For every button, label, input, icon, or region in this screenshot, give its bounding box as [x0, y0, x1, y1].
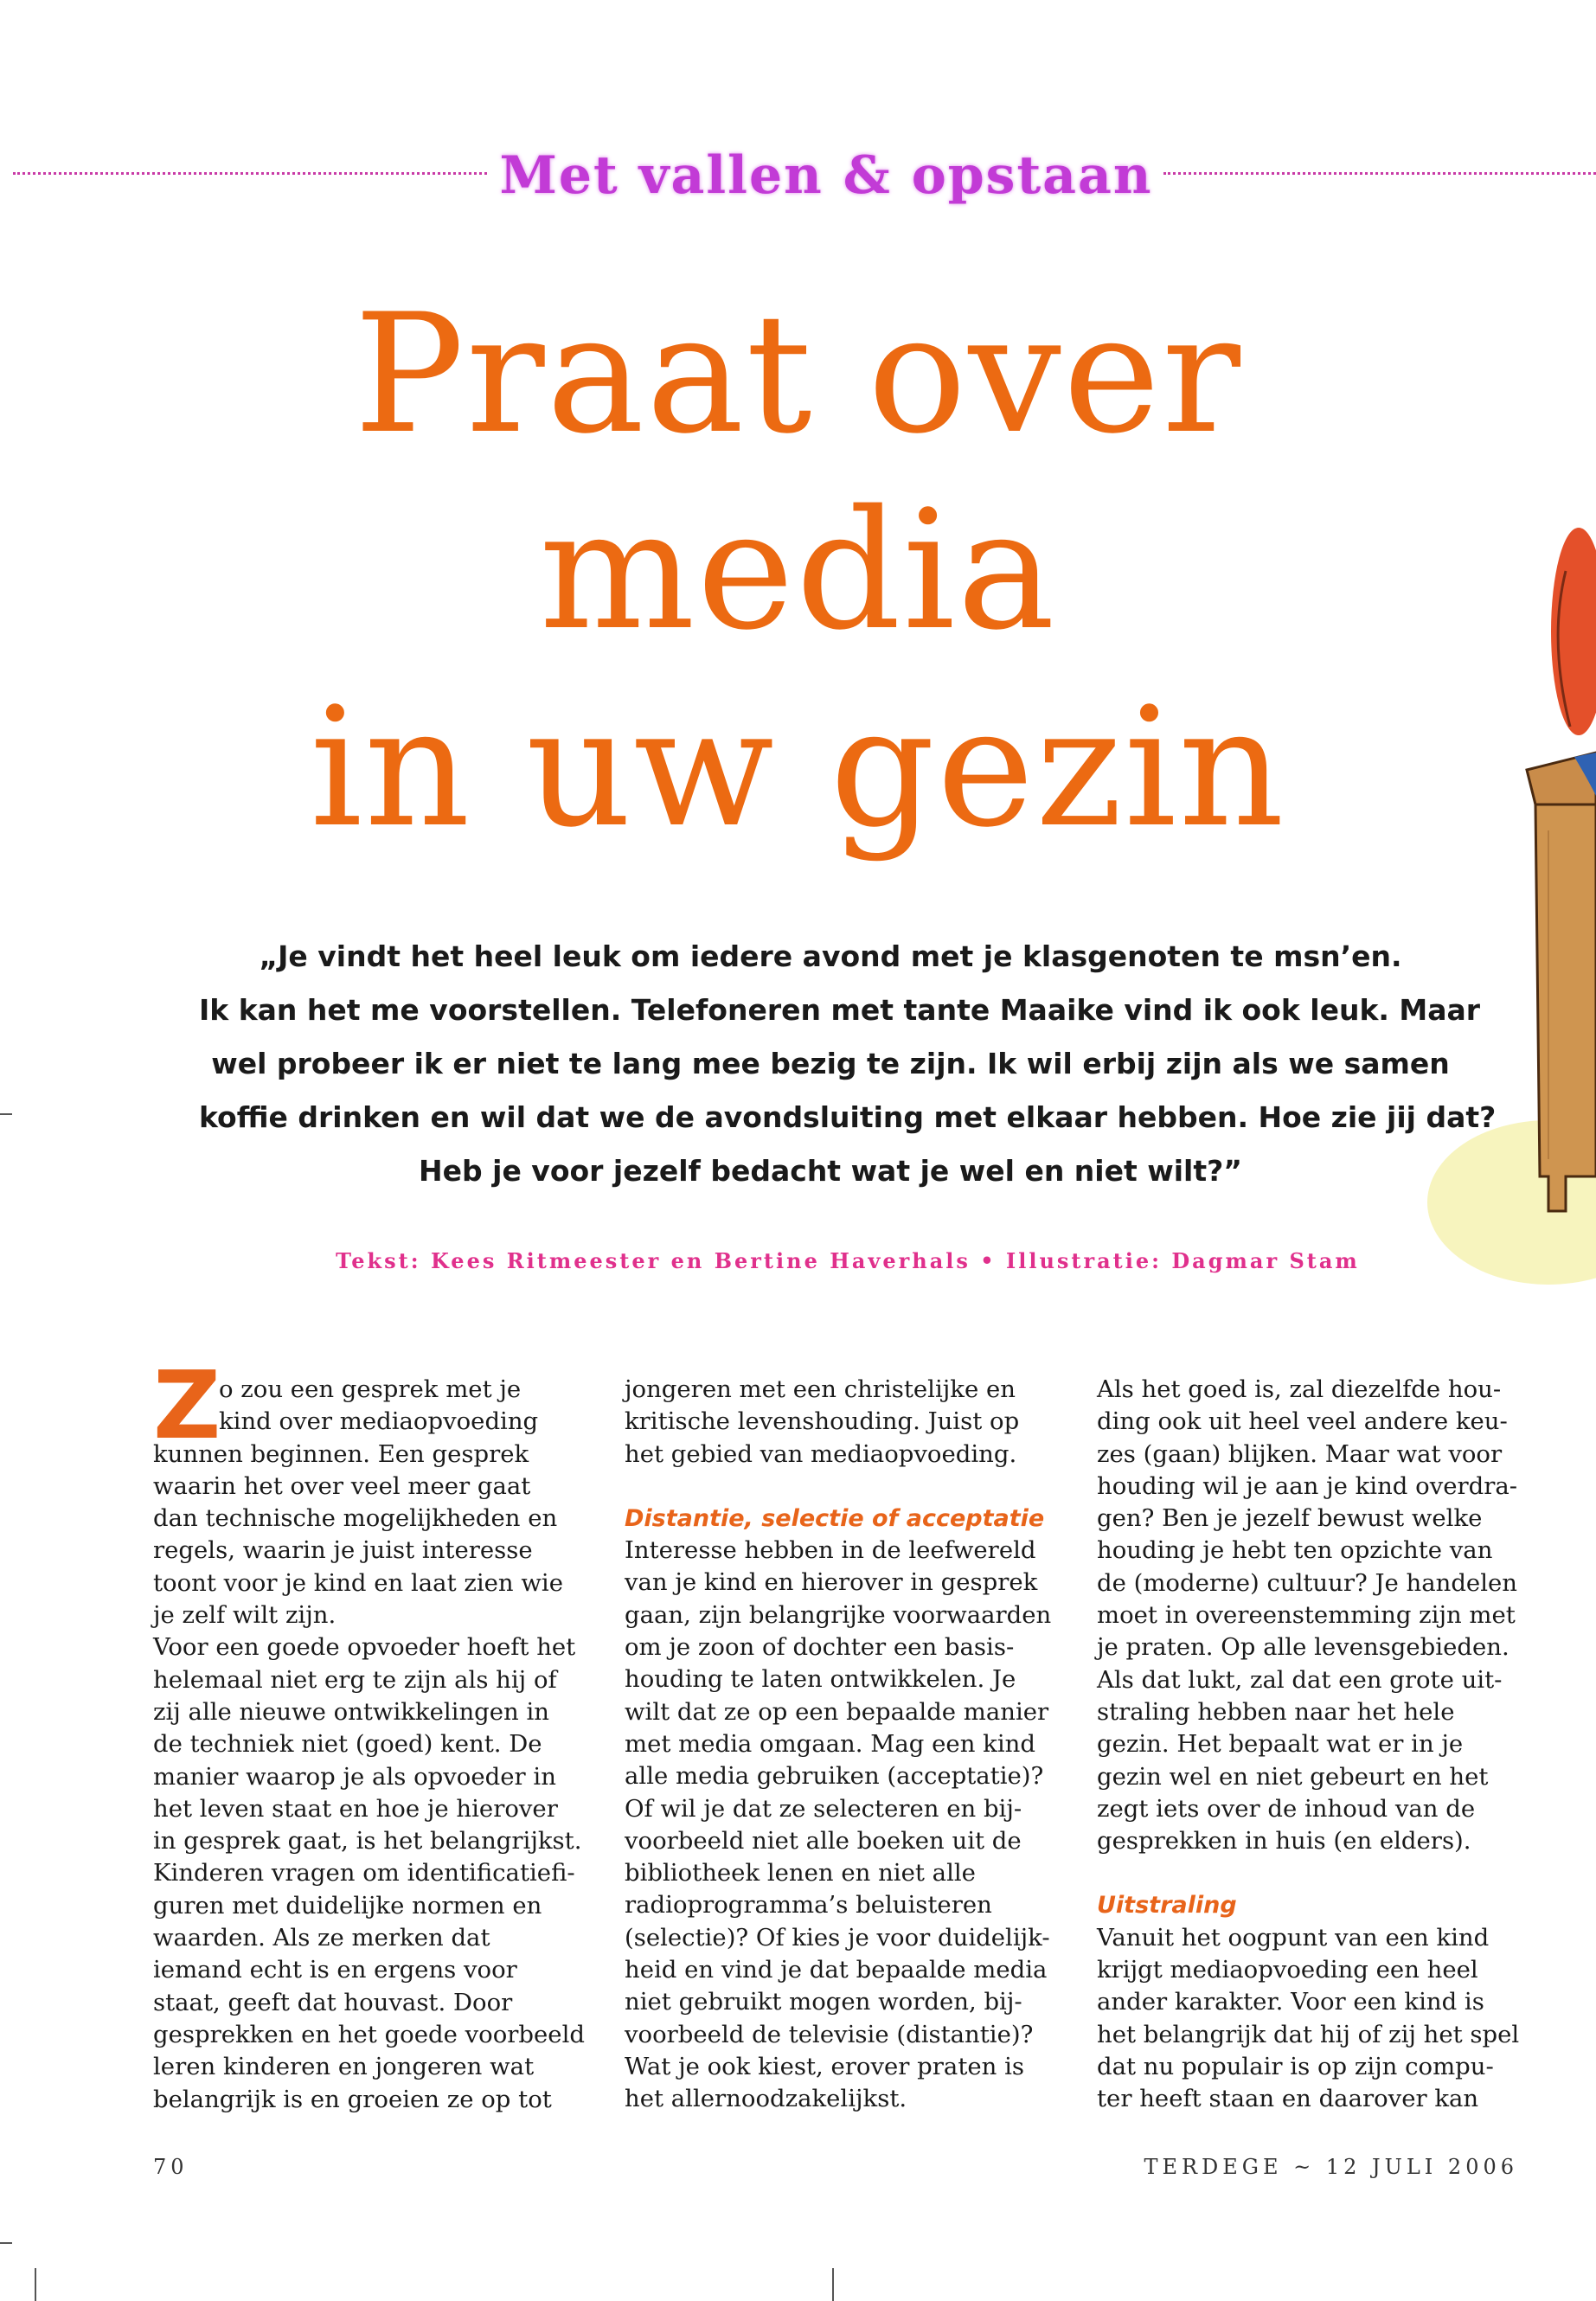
text-line: straling hebben naar het hele — [1097, 1697, 1455, 1726]
text-line: ander karakter. Voor een kind is — [1097, 1988, 1484, 2016]
text-line: houding te laten ontwikkelen. Je — [625, 1665, 1016, 1694]
text-line: bibliotheek lenen en niet alle — [625, 1859, 976, 1888]
intro-line: wel probeer ik er niet te lang mee bezig te zijn. Ik wil erbij zijn als we samen — [211, 1047, 1450, 1080]
headline-line-2: media — [539, 475, 1057, 666]
text-line: helemaal niet erg te zijn als hij of — [153, 1665, 557, 1694]
text-line: houding je hebt ten opzichte van — [1097, 1536, 1493, 1565]
text-line: kind over mediaopvoeding — [219, 1407, 539, 1436]
headline-line-3: in uw gezin — [310, 672, 1286, 863]
text-line: Vanuit het oogpunt van een kind — [1097, 1923, 1490, 1952]
text-line: gesprekken in huis (en elders). — [1097, 1827, 1471, 1856]
text-line: leren kinderen en jongeren wat — [153, 2053, 535, 2081]
text-line: radioprogramma’s beluisteren — [625, 1891, 992, 1920]
text-line: houding wil je aan je kind overdra- — [1097, 1471, 1518, 1500]
crop-mark — [0, 2242, 12, 2244]
crop-mark — [0, 1113, 12, 1115]
text-line: met media omgaan. Mag een kind — [625, 1729, 1035, 1758]
text-line: wilt dat ze op een bepaalde manier — [625, 1697, 1049, 1726]
text-line: het allernoodzakelijkst. — [625, 2085, 907, 2113]
text-line: gesprekken en het goede voorbeeld — [153, 2020, 585, 2048]
text-line: dat nu populair is op zijn compu- — [1097, 2052, 1494, 2080]
text-line: je praten. Op alle levensgebieden. — [1097, 1633, 1509, 1662]
text-line: dan technische mogelijkheden en — [153, 1504, 558, 1533]
text-line: om je zoon of dochter een basis- — [625, 1633, 1015, 1662]
crop-mark — [35, 2268, 36, 2301]
text-line: Interesse hebben in de leefwereld — [625, 1536, 1036, 1565]
text-line: zegt iets over de inhoud van de — [1097, 1794, 1476, 1823]
text-line: niet gebruikt mogen worden, bij- — [625, 1988, 1022, 2016]
text-line: alle media gebruiken (acceptatie)? — [625, 1762, 1044, 1791]
text-line: toont voor je kind en laat zien wie — [153, 1568, 563, 1597]
text-line: Wat je ook kiest, erover praten is — [625, 2052, 1025, 2080]
text-line: (selectie)? Of kies je voor duidelijk- — [625, 1923, 1050, 1952]
byline-credit: Tekst: Kees Ritmeester en Bertine Haverhals • Illustratie: Dagmar Stam — [336, 1248, 1360, 1273]
text-line: manier waarop je als opvoeder in — [153, 1762, 556, 1791]
text-line: zes (gaan) blijken. Maar wat voor — [1097, 1439, 1503, 1468]
kicker-rule-left — [13, 172, 487, 175]
text-line: ter heeft staan en daarover kan — [1097, 2085, 1479, 2113]
intro-quote — [199, 930, 1497, 1198]
text-line: Voor een goede opvoeder hoeft het — [153, 1633, 576, 1662]
text-line: gaan, zijn belangrijke voorwaarden — [625, 1600, 1052, 1629]
text-line: Kinderen vragen om identificatiefi- — [153, 1859, 575, 1888]
text-line: iemand echt is en ergens voor — [153, 1956, 517, 1984]
text-line: waarin het over veel meer gaat — [153, 1471, 531, 1500]
text-line: het belangrijk dat hij of zij het spel — [1097, 2020, 1520, 2048]
text-line: de (moderne) cultuur? Je handelen — [1097, 1568, 1517, 1597]
subheading-uitstraling: Uitstraling — [1097, 1892, 1237, 1920]
text-line: heid en vind je dat bepaalde media — [625, 1956, 1048, 1984]
text-line: voorbeeld niet alle boeken uit de — [625, 1826, 1022, 1855]
text-line: jongeren met een christelijke en — [625, 1375, 1016, 1403]
crop-mark — [832, 2268, 834, 2301]
text-line: het gebied van mediaopvoeding. — [625, 1439, 1017, 1468]
text-line: de techniek niet (goed) kent. De — [153, 1730, 542, 1759]
intro-line: Ik kan het me voorstellen. Telefoneren met tante Maaike vind ik ook leuk. Maar — [199, 993, 1481, 1027]
intro-line: koffie drinken en wil dat we de avondsluiting met elkaar hebben. Hoe zie jij dat? — [199, 1100, 1497, 1134]
page-number: 70 — [153, 2155, 189, 2179]
intro-line: Heb je voor jezelf bedacht wat je wel en niet wilt?” — [419, 1154, 1242, 1188]
text-line: krijgt mediaopvoeding een heel — [1097, 1956, 1478, 1984]
subheading-distantie: Distantie, selectie of acceptatie — [625, 1504, 1045, 1532]
text-line: belangrijk is en groeien ze op tot — [153, 2085, 552, 2113]
text-line: moet in overeenstemming zijn met — [1097, 1601, 1516, 1630]
text-line: Of wil je dat ze selecteren en bij- — [625, 1794, 1022, 1823]
text-line: voorbeeld de televisie (distantie)? — [625, 2020, 1034, 2048]
kicker-rule-right — [1163, 172, 1596, 175]
text-line: kunnen beginnen. Een gesprek — [153, 1439, 529, 1468]
text-column-1 — [153, 1374, 586, 2116]
text-line: gen? Ben je jezelf bewust welke — [1097, 1504, 1483, 1533]
text-line: je zelf wilt zijn. — [153, 1601, 337, 1630]
text-line: het leven staat en hoe je hierover — [153, 1794, 558, 1823]
intro-line: „Je vindt het heel leuk om iedere avond met je klasgenoten te msn’en. — [259, 939, 1402, 973]
text-column-2 — [625, 1374, 1057, 2116]
text-line: staat, geeft dat houvast. Door — [153, 1988, 513, 2016]
drop-cap: Z — [153, 1352, 221, 1460]
text-line: gezin. Het bepaalt wat er in je — [1097, 1730, 1464, 1759]
headline-line-1: Praat over — [354, 279, 1242, 470]
text-line: van je kind en hierover in gesprek — [625, 1568, 1038, 1597]
text-line: regels, waarin je juist interesse — [153, 1536, 533, 1565]
text-line: kritische levenshouding. Juist op — [625, 1407, 1020, 1436]
text-line: in gesprek gaat, is het belangrijkst. — [153, 1827, 582, 1856]
section-kicker: Met vallen & opstaan — [499, 145, 1153, 206]
issue-date: TERDEGE ~ 12 JULI 2006 — [1144, 2155, 1518, 2179]
text-line: Als dat lukt, zal dat een grote uit- — [1097, 1665, 1503, 1694]
text-line: waarden. Als ze merken dat — [153, 1924, 490, 1952]
text-line: zij alle nieuwe ontwikkelingen in — [153, 1697, 549, 1726]
text-line: ding ook uit heel veel andere keu- — [1097, 1407, 1508, 1436]
text-line: guren met duidelijke normen en — [153, 1891, 542, 1920]
text-line: Als het goed is, zal diezelfde hou- — [1097, 1375, 1502, 1403]
text-column-3 — [1097, 1374, 1529, 2116]
text-line: o zou een gesprek met je — [219, 1375, 522, 1403]
text-line: gezin wel en niet gebeurt en het — [1097, 1762, 1489, 1791]
